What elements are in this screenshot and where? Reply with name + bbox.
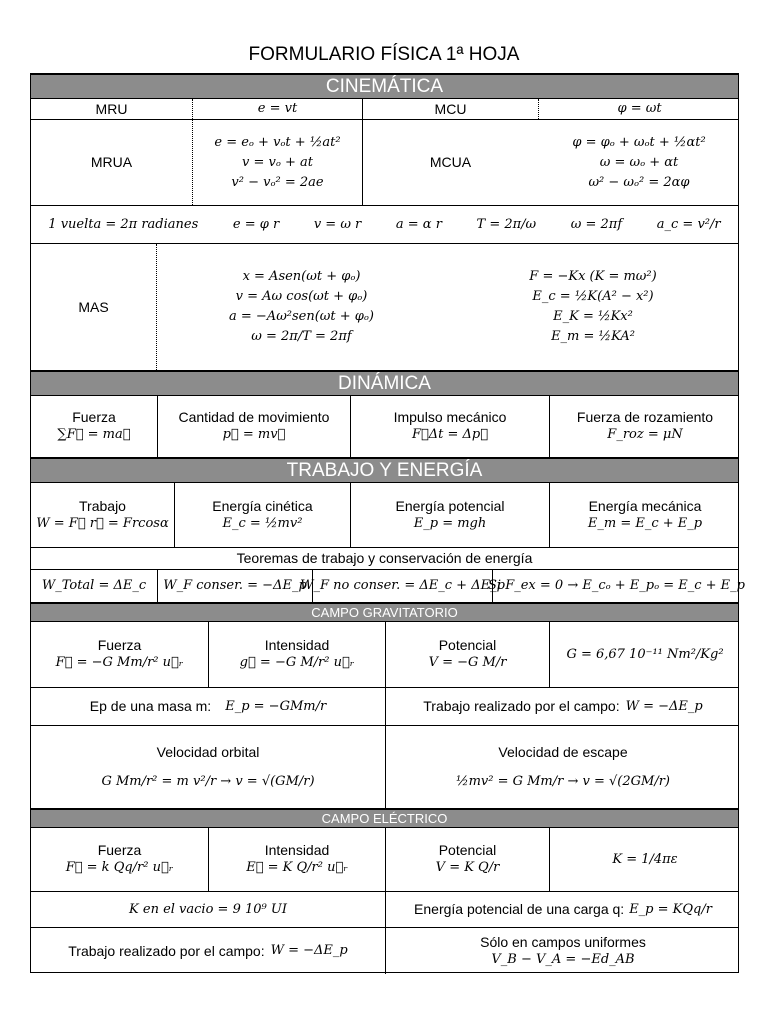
section-header-dinamica: DINÁMICA	[31, 371, 738, 396]
row-elec-k	[31, 892, 738, 928]
grav-vorb-label: Velocidad orbital	[156, 743, 260, 760]
mas-right-cell	[446, 244, 740, 370]
grav-intensidad-formula: g⃗ = −G M/r² u⃗ᵣ	[239, 655, 355, 670]
elec-intensidad-label: Intensidad	[264, 842, 330, 858]
grav-vesc-label: Velocidad de escape	[498, 743, 628, 760]
grav-trabajo-formula: W = −ΔE_p	[625, 698, 703, 714]
dinamica-cell-fuerza	[31, 396, 157, 457]
dinamica-formula-momento: p⃗ = mv⃗	[222, 427, 286, 442]
mas-ek: E_K = ½Kx²	[553, 309, 633, 324]
page-title: FORMULARIO FÍSICA 1ª HOJA	[248, 44, 520, 65]
mrua-formula-1: e = eₒ + vₒt + ½at²	[214, 134, 341, 150]
row-teoremas	[31, 570, 745, 603]
dinamica-cell-impulso	[350, 396, 549, 457]
mas-force: F = −Kx (K = mω²)	[529, 269, 657, 284]
grav-potencial-label: Potencial	[438, 637, 497, 653]
grav-intensidad-label: Intensidad	[264, 637, 330, 653]
grav-trabajo-cell	[385, 688, 740, 725]
grav-ep-cell	[31, 688, 385, 725]
mrua-formulas-cell	[192, 120, 362, 205]
dinamica-cell-rozamiento	[549, 396, 740, 457]
grav-vorb-formula: G Mm/r² = m v²/r → v = √(GM/r)	[101, 773, 315, 789]
dinamica-label-momento: Cantidad de movimiento	[178, 409, 330, 425]
relation-omega: ω = 2πf	[570, 216, 623, 232]
ecinetica-formula: E_c = ½mv²	[222, 515, 303, 531]
relation-vuelta: 1 vuelta = 2π radianes	[48, 216, 199, 232]
grav-vesc-formula: ½mv² = G Mm/r → v = √(2GM/r)	[455, 773, 671, 789]
mcua-formula-1: φ = φₒ + ωₒt + ½αt²	[572, 134, 706, 150]
ecinetica-label: Energía cinética	[212, 497, 313, 514]
elec-constante-cell	[549, 828, 740, 891]
section-header-gravitatorio: CAMPO GRAVITATORIO	[31, 603, 738, 622]
grav-intensidad-cell	[208, 622, 385, 687]
mcu-formula: φ = ωt	[617, 101, 662, 116]
grav-potencial-cell	[385, 622, 549, 687]
dinamica-label-rozamiento: Fuerza de rozamiento	[576, 409, 714, 425]
elec-epcarga-cell	[385, 892, 740, 927]
teorema-total-cell	[31, 570, 157, 602]
row-trabajo	[31, 483, 738, 548]
elec-uniformes-label: Sólo en campos uniformes	[480, 933, 646, 950]
section-header-electrico: CAMPO ELÉCTRICO	[31, 809, 738, 828]
teorema-conservacion-cell	[488, 570, 745, 602]
elec-uniformes-formula: V_B − V_A = −Ed_AB	[491, 951, 635, 967]
elec-constante-formula: K = 1/4πε	[612, 851, 678, 867]
mas-label: MAS	[78, 298, 109, 315]
mrua-formula-3: v² − vₒ² = 2ae	[231, 174, 324, 190]
mru-label: MRU	[95, 100, 128, 117]
mcu-label: MCU	[434, 100, 467, 117]
row-dinamica	[31, 396, 738, 458]
mrua-label-cell	[31, 120, 192, 205]
mas-omega: ω = 2π/T = 2πf	[251, 329, 352, 344]
dinamica-label-impulso: Impulso mecánico	[393, 409, 507, 425]
relation-t: T = 2π/ω	[476, 216, 537, 232]
teorema-conservacion: Si F_ex = 0 → E_cₒ + E_pₒ = E_c + E_p	[488, 578, 745, 593]
teorema-noconser-cell	[300, 570, 505, 602]
dinamica-label-fuerza: Fuerza	[72, 409, 116, 425]
grav-constante-cell	[549, 622, 740, 687]
grav-fuerza-label: Fuerza	[97, 637, 142, 653]
mcua-formula-2: ω = ωₒ + αt	[599, 154, 679, 170]
row-mru-mcu	[31, 99, 738, 120]
dinamica-cell-momento	[157, 396, 350, 457]
relation-ac: a_c = v²/r	[656, 216, 721, 232]
elec-potencial-cell	[385, 828, 549, 891]
dinamica-formula-fuerza: ∑F⃗ = ma⃗	[57, 427, 131, 442]
elec-kvacio-cell	[31, 892, 385, 927]
elec-fuerza-label: Fuerza	[97, 842, 142, 858]
grav-trabajo-text: Trabajo realizado por el campo:	[423, 698, 620, 714]
row-teoremas-title	[31, 548, 738, 570]
relation-a: a = α r	[395, 216, 442, 232]
ecinetica-cell	[174, 483, 350, 547]
mas-label-cell	[31, 244, 156, 370]
epotencial-label: Energía potencial	[395, 497, 505, 514]
grav-fuerza-formula: F⃗ = −G Mm/r² u⃗ᵣ	[55, 655, 184, 670]
mas-ec: E_c = ½K(A² − x²)	[532, 289, 654, 304]
teorema-noconser: W_F no conser. = ΔE_c + ΔE_p	[300, 578, 505, 593]
emecanica-label: Energía mecánica	[588, 497, 702, 514]
row-gravitatorio	[31, 622, 738, 688]
elec-intensidad-cell	[208, 828, 385, 891]
grav-ep-formula: E_p = −GMm/r	[225, 698, 327, 714]
mcua-label-cell	[362, 120, 538, 205]
teorema-total: W_Total = ΔE_c	[41, 578, 147, 593]
elec-trabajo-text: Trabajo realizado por el campo:	[68, 942, 265, 959]
trabajo-cell	[31, 483, 174, 547]
teoremas-title-cell	[31, 548, 738, 569]
grav-constante-formula: G = 6,67 10⁻¹¹ Nm²/Kg²	[566, 646, 724, 662]
elec-uniformes-cell	[385, 928, 740, 974]
elec-potencial-formula: V = K Q/r	[435, 860, 500, 875]
dinamica-formula-rozamiento: F_roz = μN	[607, 427, 683, 442]
trabajo-formula: W = F⃗ r⃗ = Frcosα	[36, 515, 169, 531]
grav-fuerza-cell	[31, 622, 208, 687]
elec-potencial-label: Potencial	[438, 842, 497, 858]
row-mrua-mcua	[31, 120, 738, 206]
mas-left-cell	[156, 244, 446, 370]
elec-trabajo-cell	[31, 928, 385, 974]
emecanica-cell	[549, 483, 740, 547]
mas-position: x = Asen(ωt + φₒ)	[242, 269, 361, 284]
mrua-formula-2: v = vₒ + at	[242, 154, 313, 170]
section-header-trabajo: TRABAJO Y ENERGÍA	[31, 458, 738, 483]
mas-em: E_m = ½KA²	[551, 329, 635, 344]
row-grav-velocidades	[31, 726, 738, 809]
elec-epcarga-formula: E_p = KQq/r	[629, 901, 712, 917]
row-mas	[31, 244, 738, 371]
mru-label-cell	[31, 99, 192, 119]
section-header-cinematica: CINEMÁTICA	[31, 74, 738, 99]
elec-epcarga-text: Energía potencial de una carga q:	[414, 901, 625, 917]
dinamica-formula-impulso: F⃗Δt = Δp⃗	[411, 427, 489, 442]
grav-potencial-formula: V = −G M/r	[428, 655, 507, 670]
mru-formula-cell	[192, 99, 362, 119]
elec-kvacio: K en el vacio = 9 10⁹ UI	[129, 901, 287, 917]
mcua-label: MCUA	[429, 154, 472, 170]
elec-fuerza-cell	[31, 828, 208, 891]
elec-intensidad-formula: E⃗ = K Q/r² u⃗ᵣ	[246, 860, 348, 875]
mcu-formula-cell	[538, 99, 740, 119]
relation-e: e = φ r	[232, 216, 280, 232]
grav-vesc-cell	[385, 726, 740, 808]
mru-formula: e = vt	[257, 101, 298, 116]
mrua-label: MRUA	[90, 154, 133, 170]
row-electrico	[31, 828, 738, 892]
row-relations	[31, 206, 738, 244]
epotencial-cell	[350, 483, 549, 547]
row-elec-trabajo	[31, 928, 738, 974]
mcua-formulas-cell	[538, 120, 740, 205]
grav-vorb-cell	[31, 726, 385, 808]
trabajo-label: Trabajo	[79, 497, 126, 514]
mcu-label-cell	[362, 99, 538, 119]
emecanica-formula: E_m = E_c + E_p	[587, 515, 703, 531]
formula-sheet	[30, 73, 745, 973]
teorema-conser: W_F conser. = −ΔE_p	[163, 578, 307, 593]
epotencial-formula: E_p = mgh	[413, 515, 487, 531]
grav-ep-text: Ep de una masa m:	[89, 698, 212, 714]
elec-fuerza-formula: F⃗ = k Qq/r² u⃗ᵣ	[65, 860, 174, 875]
relations-cell	[31, 206, 738, 243]
teoremas-title: Teoremas de trabajo y conservación de energía	[236, 550, 533, 566]
row-grav-energia	[31, 688, 738, 726]
teorema-conser-cell	[157, 570, 312, 602]
mcua-formula-3: ω² − ωₒ² = 2αφ	[588, 174, 690, 190]
mas-acceleration: a = −Aω²sen(ωt + φₒ)	[229, 309, 374, 324]
elec-trabajo-formula: W = −ΔE_p	[270, 943, 348, 958]
relation-v: v = ω r	[313, 216, 362, 232]
mas-velocity: v = Aω cos(ωt + φₒ)	[235, 289, 368, 304]
